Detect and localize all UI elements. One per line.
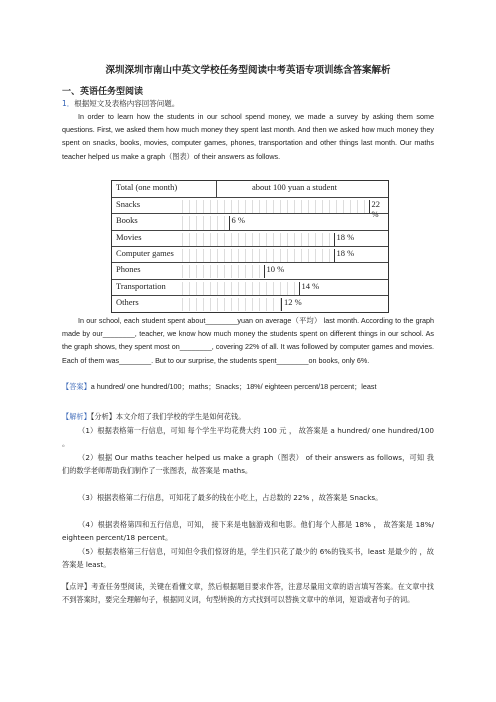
analysis-item-5: （5）根据表格第三行信息，可知但令我们惊讶的是，学生们只花了最少的 6%的钱买书，least 是最少的 ，故答案是 least。 bbox=[62, 547, 434, 570]
analysis-head bbox=[62, 410, 434, 423]
graph-category-label: Computer games bbox=[116, 247, 174, 258]
graph-bar bbox=[176, 233, 335, 246]
graph-header-label: Total (one month) bbox=[116, 182, 178, 192]
graph-row bbox=[112, 230, 388, 247]
graph-row bbox=[112, 197, 388, 219]
comment-paragraph: 【点评】考查任务型阅读，关键在看懂文章，然后根据题目要求作答，注意尽量用文章的语言填写答案。在文章中找不到答案时，要完全理解句子，根据同义词，句型转换的方式找到可以替换文章中的单词，短语或者句子的词。 bbox=[62, 582, 434, 605]
answer-line bbox=[62, 380, 434, 393]
graph-header-value: about 100 yuan a student bbox=[252, 182, 337, 192]
graph-category-label: Snacks bbox=[116, 199, 141, 209]
question-number: 1． bbox=[62, 99, 75, 108]
graph-value-label: 18 % bbox=[336, 247, 355, 258]
graph-bar bbox=[176, 282, 300, 295]
analysis-item-1: （1）根据表格第一行信息，可知 每个学生平均花费大约 100 元 ， 故答案是 a hundred/ one hundred/100 。 bbox=[62, 426, 434, 449]
graph-row bbox=[112, 246, 388, 263]
analysis-item-3: （3）根据表格第二行信息，可知花了最多的钱在小吃上，占总数的 22% ，故答案是 Snacks。 bbox=[78, 493, 383, 502]
intro-paragraph: In order to learn how the students in our school spend money, we made a survey by asking them some questions. First, we asked them how much money they spent last month. And then we asked how much money they spent on snacks, books, movies, computer games, phones, transportation and other things last month. Our maths teacher helped us make a graph（图表）of their answers as follows. bbox=[62, 112, 434, 161]
graph-category-label: Phones bbox=[116, 264, 141, 275]
graph-value-label: 14 % bbox=[301, 280, 320, 291]
answer-tag: 【答案】 bbox=[62, 382, 91, 391]
graph-category-label: Others bbox=[116, 296, 139, 307]
graph-header-row bbox=[112, 181, 388, 197]
graph-bar bbox=[176, 298, 282, 311]
graph-row bbox=[112, 295, 388, 312]
graph-row bbox=[112, 262, 388, 279]
graph-value-label: 12 % bbox=[284, 296, 302, 307]
section-heading: 一、英语任务型阅读 bbox=[62, 87, 144, 97]
answer-text: a hundred/ one hundred/100；maths；Snacks；18%/ eighteen percent/18 percent；least bbox=[90, 382, 377, 391]
passage-paragraph: In our school, each student spent about________yuan on average（平均） last month. According to the graph made by our________, teacher, we know how much money the students spent on different things in our school. As the graph shows, they spent most on________, covering 22% of all. It was followed by computer games and movies. Each of them was________. But to our surprise, the students spent________on books, only 6%. bbox=[62, 316, 434, 365]
graph-category-label: Transportation bbox=[116, 280, 166, 291]
graph-bar bbox=[176, 265, 265, 278]
analysis-summary: 【分析】本文介绍了我们学校的学生是如何花钱。 bbox=[90, 412, 246, 421]
graph-value-label: 6 % bbox=[231, 215, 245, 226]
graph-bar bbox=[176, 249, 335, 262]
question-text: 根据短文及表格内容回答问题。 bbox=[74, 99, 180, 108]
graph-value-label: 10 % bbox=[266, 264, 285, 275]
analysis-item-2: （2）根据 Our maths teacher helped us make a graph（图表） of their answers as follows，可知 我们的数学老师帮助我们制作了一张图表，故答案是 maths。 bbox=[62, 453, 434, 476]
analysis-item-4: （4）根据表格第四和五行信息，可知， 接下来是电脑游戏和电影。他们每个人都是 18% ， 故答案是 18%/ eighteen percent/18 percent。 bbox=[62, 520, 434, 543]
question-prompt bbox=[62, 98, 179, 109]
graph-bar bbox=[176, 200, 370, 213]
survey-graph bbox=[111, 180, 389, 313]
graph-bar bbox=[176, 216, 230, 229]
graph-value-label: 22 % bbox=[371, 199, 380, 219]
graph-header-divider bbox=[216, 181, 217, 197]
graph-value-label: 18 % bbox=[336, 231, 355, 242]
graph-row bbox=[112, 279, 388, 296]
graph-category-label: Movies bbox=[116, 231, 142, 242]
doc-title: 深圳深圳市南山中英文学校任务型阅读中考英语专项训练含答案解析 bbox=[105, 65, 391, 76]
analysis-tag: 【解析】 bbox=[62, 412, 91, 421]
graph-category-label: Books bbox=[116, 215, 138, 226]
graph-row bbox=[112, 213, 388, 230]
